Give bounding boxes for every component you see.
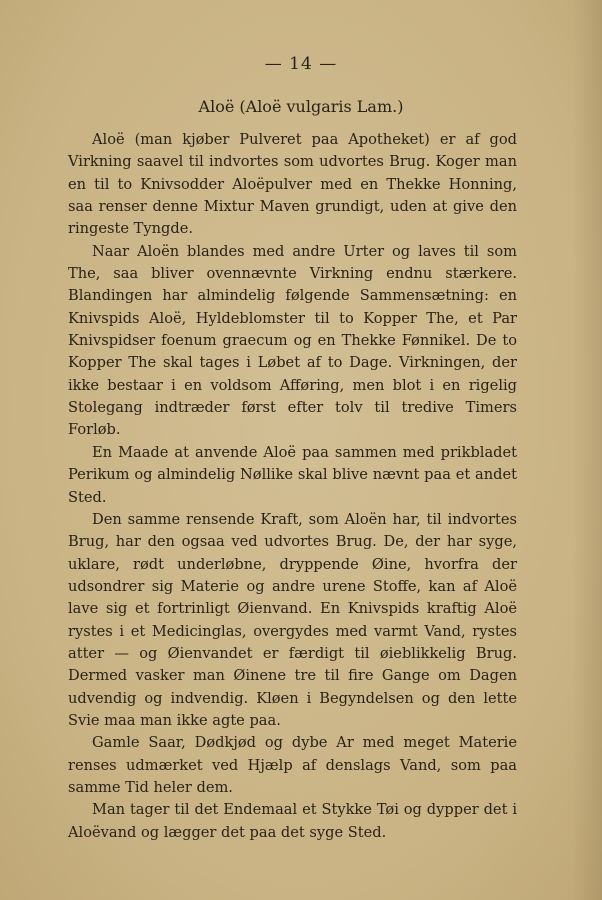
paragraph: Man tager til det Endemaal et Stykke Tøi og dypper det i Aloëvand og lægger det paa det syge Sted. [68,801,517,841]
paragraph: Den samme rensende Kraft, som Aloën har, til indvortes Brug, har den ogsaa ved udvortes Brug. De, der har syge, uklare, rødt underløbne, dryppende Øine, hvorfra der udsondrer sig Materie og andre urene Stoffe, kan af Aloë lave sig et fortrinligt Øienvand. En Knivspids kraftig Aloë rystes i et Medicinglas, overgydes med varmt Vand, rystes atter — og Øienvandet er færdigt til øieblikkelig Brug. Dermed vasker man Øinene tre til fire Gange om Dagen udvendig og indvendig. Kløen i Begyndelsen og den lette Svie maa man ikke agte paa. [68,510,517,729]
body-text [68,129,517,844]
page-number: — 14 — [264,54,338,74]
paragraph: Gamle Saar, Dødkjød og dybe Ar med meget Materie renses udmærket ved Hjælp af denslags Vand, som paa samme Tid heler dem. [68,734,517,796]
paragraph: Aloë (man kjøber Pulveret paa Apotheket) er af god Virkning saavel til indvortes som udvortes Brug. Koger man en til to Knivsodder Aloëpulver med en Thekke Honning, saa renser denne Mixtur Maven grundigt, uden at give den ringeste Tyngde. [68,131,517,238]
section-heading: Aloë (Aloë vulgaris Lam.) [198,97,404,116]
paragraph: En Maade at anvende Aloë paa sammen med prikbladet Perikum og almindelig Nøllike skal blive nævnt paa et andet Sted. [68,443,517,506]
paragraph: Naar Aloën blandes med andre Urter og laves til som The, saa bliver ovennævnte Virkning endnu stærkere. Blandingen har almindelig følgende Sammensætning: en Knivspids Aloë, Hyldeblomster til to Kopper The, et Par Knivspidser foenum graecum og en Thekke Fønnikel. De to Kopper The skal tages i Løbet af to Dage. Virkningen, der ikke bestaar i en voldsom Afføring, men blot i en rigelig Stolegang indtræder først efter tolv til tredive Timers Forløb. [68,242,517,439]
page-edge-shadow [572,0,602,900]
